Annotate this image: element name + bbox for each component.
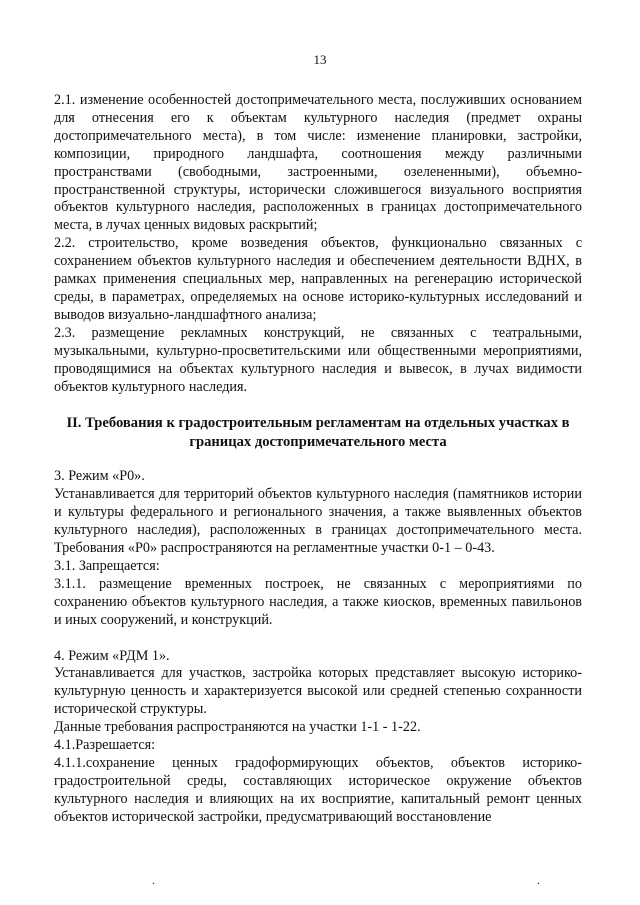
- regime-4-title: 4. Режим «РДМ 1».: [54, 647, 170, 664]
- clause-3-1-1: 3.1.1. размещение временных построек, не связанных с мероприятиями по сохранению объектов культурного наследия, а также киосков, временных павильонов и иных сооружений, и конструкций.: [54, 575, 582, 628]
- footer-mark-left: .: [152, 873, 155, 887]
- clause-2-3: 2.3. размещение рекламных конструкций, не связанных с театральными, музыкальными, культурно-просветительскими или общественными мероприятиями, проводящимися на объектах культурного наследия и вывесок, в лучах видимости объектов культурного наследия.: [54, 324, 582, 395]
- clause-2-1: 2.1. изменение особенностей достопримечательного места, послуживших основанием для отнесения его к объектам культурного наследия (предмет охраны достопримечательного места), в том числе: изменение планировки, застройки, композиции, природного ландшафта, соотношения между различными пространствами (свободными, застроенными, озелененными), объемно-пространственной структуры, исторически сложившегося визуального восприятия объектов культурного наследия, расположенных в границах достопримечательного места, в лучах ценных видовых раскрытий;: [54, 92, 582, 234]
- regime-4-allowed-label: 4.1.Разрешается:: [54, 737, 156, 754]
- clause-4-1-1: 4.1.1.сохранение ценных градоформирующих объектов, объектов историко-градостроительной среды, составляющих историческое окружение объектов культурного наследия и влияющих на их восприятие, капитальный ремонт ценных объектов исторической застройки, предусматривающий восстановление: [54, 755, 582, 825]
- regime-3-description: Устанавливается для территорий объектов культурного наследия (памятников истории и культуры федерального и регионального значения, а также выявленных объектов культурного наследия), расположенных в границах достопримечательного места. Требования «Р0» распространяются на регламентные участки 0-1 – 0-43.: [54, 486, 582, 557]
- document-body: [54, 92, 582, 827]
- footer-mark-right: .: [537, 873, 540, 887]
- section-2-heading: II. Требования к градостроительным регламентам на отдельных участках в границах достопримечательного места: [66, 415, 570, 451]
- regime-3-title: 3. Режим «Р0».: [54, 468, 145, 485]
- page-number: 13: [313, 52, 327, 67]
- regime-3-prohibited-label: 3.1. Запрещается:: [54, 557, 160, 574]
- regime-4-description: Устанавливается для участков, застройка которых представляет высокую историко-культурную ценность и характеризуется высокой или средней степенью сохранности исторической структуры.: [54, 665, 582, 718]
- regime-4-applies: Данные требования распространяются на участки 1-1 - 1-22.: [54, 719, 421, 736]
- clause-2-2: 2.2. строительство, кроме возведения объектов, функционально связанных с сохранением объектов культурного наследия и обеспечением деятельности ВДНХ, в рамках применения специальных мер, направленных на регенерацию исторической среды, в параметрах, определяемых на основе историко-культурных исследований и выводов визуально-ландшафтного анализа;: [54, 235, 582, 323]
